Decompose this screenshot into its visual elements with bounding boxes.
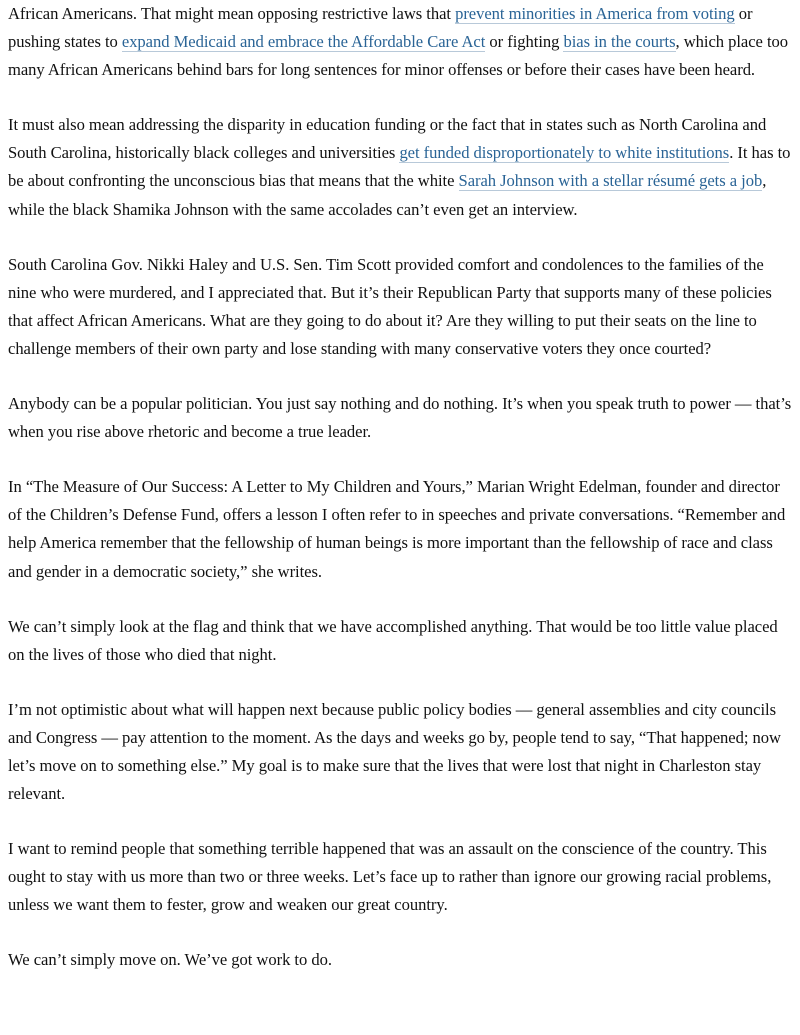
- article-body: [8, 0, 796, 975]
- paragraph-text: It must also mean addressing the disparity in education funding or the fact that in states such as North Carolina and South Carolina, historically black colleges and universities: [8, 115, 767, 163]
- link-sarah-johnson-resume[interactable]: Sarah Johnson with a stellar résumé gets a job: [458, 171, 763, 191]
- paragraph-7: I’m not optimistic about what will happen next because public policy bodies — general assemblies and city councils and Congress — pay attention to the moment. As the days and weeks go by, people tend to say, “That happened; now let’s move on to something else.” My goal is to make sure that the lives that were lost that night in Charleston stay relevant.: [8, 699, 781, 804]
- link-bias-in-courts[interactable]: bias in the courts: [563, 32, 676, 52]
- paragraph-text: or pushing states to: [8, 4, 753, 52]
- paragraph-2: [8, 111, 796, 223]
- paragraph-3: South Carolina Gov. Nikki Haley and U.S. Sen. Tim Scott provided comfort and condolences to the families of the nine who were murdered, and I appreciated that. But it’s their Republican Party that supports many of these policies that affect African Americans. What are they going to do about it? Are they willing to put their seats on the line to challenge members of their own party and lose standing with many conservative voters they once courted?: [8, 254, 772, 358]
- paragraph-text: . It has to be about confronting the unconscious bias that means that the white: [8, 143, 791, 191]
- paragraph-1: [8, 0, 796, 84]
- link-prevent-minorities-voting[interactable]: prevent minorities in America from voting: [455, 4, 735, 23]
- link-funded-disproportionately[interactable]: get funded disproportionately to white institutions: [399, 143, 730, 163]
- paragraph-9: We can’t simply move on. We’ve got work to do.: [8, 950, 332, 970]
- paragraph-text: or fighting: [485, 32, 564, 52]
- link-expand-medicaid[interactable]: expand Medicaid and embrace the Affordable Care Act: [121, 32, 486, 52]
- paragraph-8: I want to remind people that something terrible happened that was an assault on the conscience of the country. This ought to stay with us more than two or three weeks. Let’s face up to rather than ignore our growing racial problems, unless we want them to fester, grow and weaken our great country.: [8, 839, 772, 915]
- paragraph-6: We can’t simply look at the flag and think that we have accomplished anything. That would be too little value placed on the lives of those who died that night.: [8, 616, 778, 664]
- paragraph-text: , while the black Shamika Johnson with the same accolades can’t even get an interview.: [8, 171, 767, 219]
- paragraph-4: Anybody can be a popular politician. You just say nothing and do nothing. It’s when you speak truth to power — that’s when you rise above rhetoric and become a true leader.: [8, 394, 792, 442]
- paragraph-5: In “The Measure of Our Success: A Letter to My Children and Yours,” Marian Wright Edelman, founder and director of the Children’s Defense Fund, offers a lesson I often refer to in speeches and private conversations. “Remember and help America remember that the fellowship of human beings is more important than the fellowship of race and class and gender in a democratic society,” she writes.: [8, 477, 786, 581]
- paragraph-text: African Americans. That might mean opposing restrictive laws that: [8, 4, 456, 23]
- paragraph-text: , which place too many African Americans behind bars for long sentences for minor offenses or before their cases have been heard.: [8, 32, 789, 80]
